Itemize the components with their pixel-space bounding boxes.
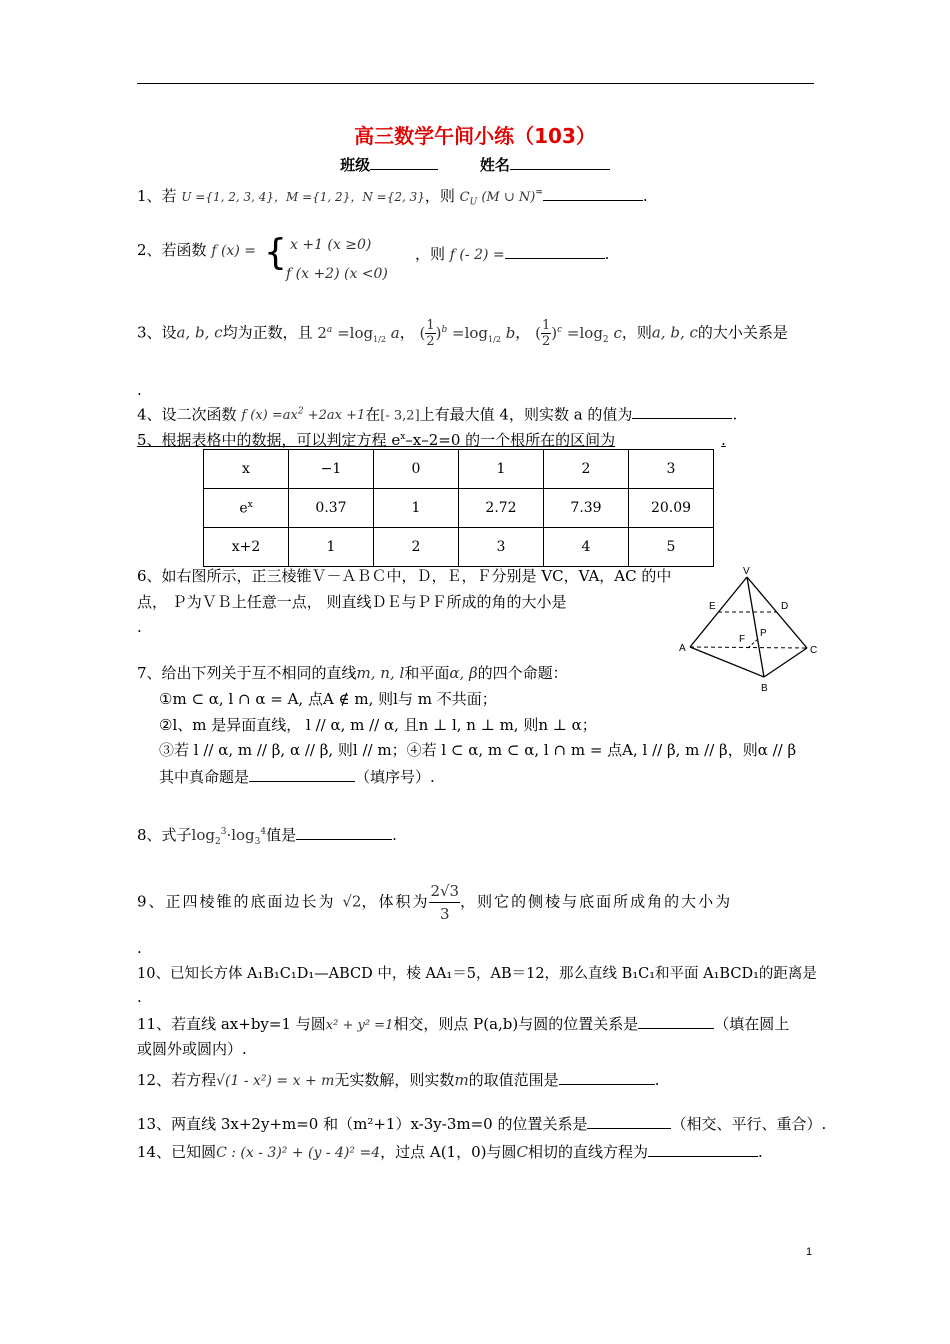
class-blank[interactable] [370, 155, 438, 170]
q6-line-3: . [137, 618, 142, 636]
label-e: E [709, 601, 716, 612]
q4-text-1: 在 [365, 405, 381, 424]
q8-answer-blank[interactable] [296, 824, 392, 840]
q2-fx: f (x) = [211, 243, 256, 259]
q3-prefix: 3、设 [137, 323, 177, 342]
question-5 [137, 427, 732, 450]
table-row [204, 489, 714, 528]
q4-text-2: 上有最大值 4，则实数 a 的值为 [419, 405, 633, 424]
table-cell: 0.37 [289, 489, 374, 528]
question-1 [137, 183, 648, 213]
name-label: 姓名 [479, 156, 510, 174]
q10-line-1: 10、已知长方体 A₁B₁C₁D₁—ABCD 中，棱 AA₁＝5，AB＝12，那么直线 B₁C₁和平面 A₁BCD₁的距离是 [137, 966, 817, 982]
table-cell: 3 [459, 528, 544, 567]
question-11: 11、若直线 ax+by=1 与圆x² + y² =1相交，则点 P(a,b)与圆的位置关系是 （填在圆上 [137, 1015, 790, 1033]
q4-fx: f $(x) =ax^2 +2ax +1$ [241, 407, 366, 424]
table-cell: $e^x$ [204, 489, 289, 528]
q3-eq-2: ( $\frac{1}{2}$ )$^b =\log_{1/2}$ b [419, 318, 516, 349]
table-cell: 2 [544, 450, 629, 489]
question-9: 9、正四棱锥的底面边长为 √2，体积为 $\frac{2√3}{3}$ ，则它的侧棱与底面所成角的大小为 [137, 882, 733, 923]
q4-prefix: 4、设二次函数 [137, 405, 237, 424]
q12-answer-blank[interactable] [559, 1069, 655, 1085]
q9-dot: . [137, 939, 142, 957]
q1-end: . [642, 187, 648, 205]
q3-text-1: 均为正数，且 [222, 323, 313, 342]
pyramid-figure [676, 562, 826, 697]
data-table [203, 449, 714, 567]
q1-prefix: 1、若 [137, 187, 177, 205]
table-cell: 1 [289, 528, 374, 567]
student-info [0, 154, 950, 175]
label-v: V [743, 566, 750, 577]
table-cell: 2 [374, 528, 459, 567]
label-c: C [810, 645, 818, 656]
q2-end: . [604, 245, 610, 263]
question-3: 3、设a, b, c均为正数，且 $2^a =\log_{1/2}$ a， ( $\frac{1}{2}$ )$^b =\log_{1/2}$ b， ( $\frac{1}{2}$ )$^c =\log_2$ c，则a, b, c的大小关系是 [137, 318, 788, 349]
question-14: 14、已知圆C : (x - 3)² + (y - 4)² =4，过点 A(1，0)与圆C相切的直线方程为 . [137, 1143, 763, 1161]
question-2 [137, 240, 256, 261]
question-7: 7、给出下列关于互不相同的直线m, n, l和平面α, β的四个命题： [137, 664, 568, 682]
q2-case-1: x +1 (x ≥0) [290, 237, 372, 253]
question-12: 12、若方程√(1 - x²) = x + m无实数解，则实数m的取值范围是 . [137, 1071, 660, 1089]
q1-answer-blank[interactable] [543, 185, 643, 201]
q7-proposition-2: ②l、m 是异面直线， l // α, m // α, 且n ⊥ l, n ⊥ m, 则n ⊥ α； [159, 716, 597, 734]
q4-end: . [732, 405, 738, 424]
q8-expr: $\log_2^3\cdot\log_3^4$ [191, 826, 267, 847]
table-cell: x [204, 450, 289, 489]
table-cell: 1 [459, 450, 544, 489]
table-cell: −1 [289, 450, 374, 489]
question-8: 8、式子$\log_2^3\cdot\log_3^4$值是 . [137, 826, 397, 847]
label-f: F [739, 634, 746, 645]
q2-tail [415, 243, 609, 265]
table-cell: x+2 [204, 528, 289, 567]
q3-text-3: 的大小关系是 [697, 323, 788, 342]
q1-eq: = [535, 188, 543, 198]
q4-interval: [- 3,2] [380, 408, 420, 424]
label-d: D [781, 601, 789, 612]
q2-prefix: 2、若函数 [137, 241, 207, 259]
table-cell: 0 [374, 450, 459, 489]
table-cell: 3 [629, 450, 714, 489]
table-row [204, 450, 714, 489]
q3-eq-1: $2^a =\log_{1/2}$ a [317, 323, 400, 344]
q1-expr: $C_U$ (M ∪ N) [459, 190, 536, 208]
q3-vars: a, b, c [176, 323, 223, 342]
q7-answer-line: 其中真命题是 （填序号）. [159, 768, 435, 786]
q2-mid: ，则 [415, 245, 446, 263]
table-cell: 2.72 [459, 489, 544, 528]
q3-dot: . [137, 381, 142, 399]
q2-answer-blank[interactable] [505, 243, 605, 259]
q1-mid: ，则 [424, 187, 455, 205]
label-a: A [679, 643, 686, 654]
q2-expr: f (- 2) = [449, 247, 505, 263]
table-cell: 20.09 [629, 489, 714, 528]
page-title: 高三数学午间小练（103） [354, 124, 596, 148]
label-b: B [761, 683, 768, 694]
q3-vars-2: a, b, c [651, 323, 698, 342]
label-p: P [760, 628, 767, 639]
q3-eq-3: ( $\frac{1}{2}$ )$^c =\log_2$ c [535, 318, 622, 349]
question-13: 13、两直线 3x+2y+m=0 和（m²+1）x-3y-3m=0 的位置关系是 （相交、平行、重合）. [137, 1115, 827, 1133]
q11-answer-blank[interactable] [638, 1013, 714, 1029]
q11-line-2: 或圆外或圆内）. [137, 1040, 247, 1058]
table-row [204, 528, 714, 567]
name-blank[interactable] [510, 155, 610, 170]
q2-case-2: f (x +2) (x <0) [286, 266, 388, 282]
q13-answer-blank[interactable] [587, 1113, 671, 1129]
class-label: 班级 [340, 156, 371, 174]
table-cell: 7.39 [544, 489, 629, 528]
question-4 [137, 402, 737, 426]
q2-brace: { [264, 232, 287, 273]
q5-text: 5、根据表格中的数据，可以判定方程 $e^x-x-2=0$ 的一个根所在的区间为 . [137, 431, 726, 449]
q10-dot: . [137, 988, 142, 1006]
header-rule [137, 83, 814, 84]
table-cell: 1 [374, 489, 459, 528]
q7-proposition-3-4: ③若 l // α, m // β, α // β, 则l // m；④若 l ⊂ α, m ⊂ α, l ∩ m = 点A, l // β, m // β，则α // β [159, 741, 797, 759]
q6-line-2: 点， Ｐ为ＶＢ上任意一点， 则直线ＤＥ与ＰＦ所成的角的大小是 [137, 593, 567, 611]
q6-line-1: 6、如右图所示，正三棱锥Ｖ－ＡＢＣ中，Ｄ，Ｅ，Ｆ分别是 VC，VA，AC 的中 [137, 567, 672, 585]
table-cell: 4 [544, 528, 629, 567]
q1-sets: U ={1, 2, 3, 4}，M ={1, 2}，N ={2, 3} [181, 190, 425, 204]
q7-proposition-1: ①m ⊂ α, l ∩ α = A, 点A ∉ m, 则l与 m 不共面； [159, 690, 497, 708]
q14-answer-blank[interactable] [648, 1141, 758, 1157]
q7-answer-blank[interactable] [249, 766, 355, 782]
q3-text-2: ，则 [621, 323, 652, 342]
q4-answer-blank[interactable] [632, 403, 732, 419]
table-cell: 5 [629, 528, 714, 567]
page-number: 1 [806, 1246, 813, 1258]
